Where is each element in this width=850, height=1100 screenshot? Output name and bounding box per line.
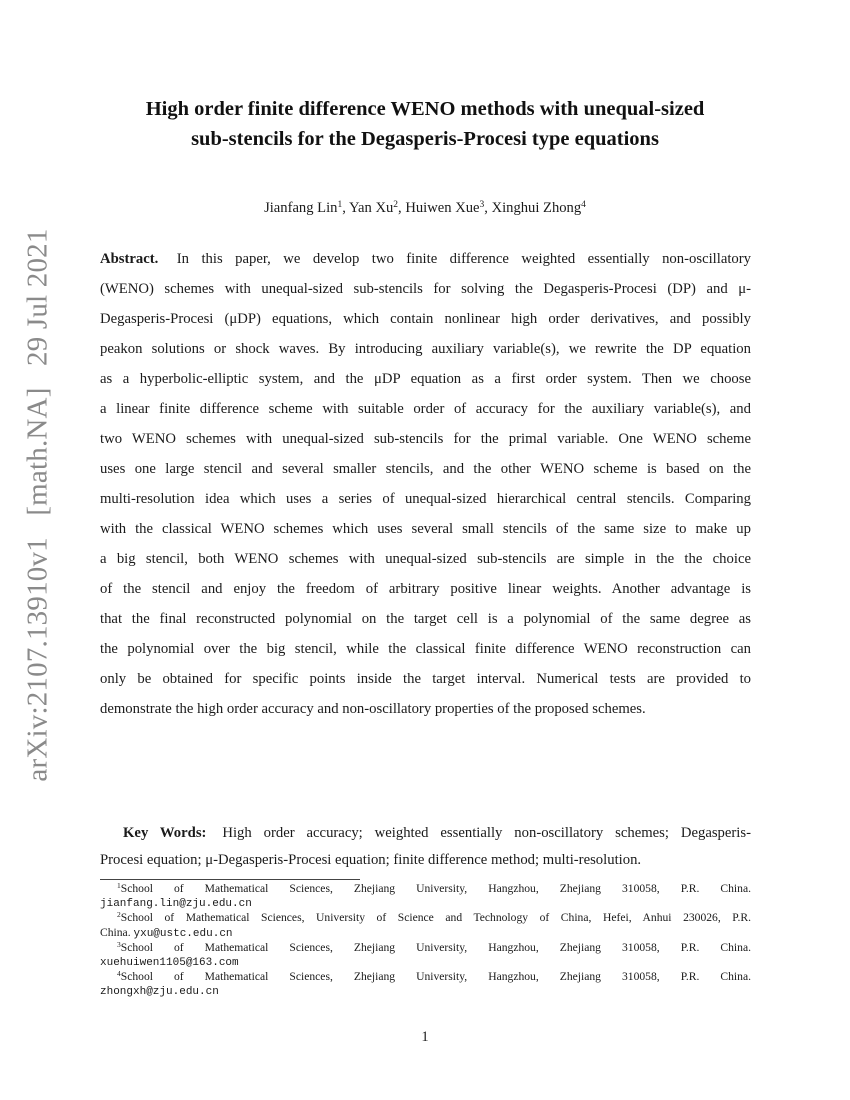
- abstract-line: a linear finite difference scheme with suitable order of accuracy for the auxiliary variable(s), and: [100, 401, 751, 417]
- author-email[interactable]: jianfang.lin@zju.edu.cn: [100, 898, 252, 911]
- abstract: [100, 244, 751, 724]
- footnote-affiliation: $^1$School of Mathematical Sciences, Zhejiang University, Hangzhou, Zhejiang 310058, P.R. China. jianfang.lin@zju.edu.cn: [100, 881, 751, 911]
- keywords-line: Procesi equation; μ-Degasperis-Procesi equation; finite difference method; multi-resolution.: [100, 852, 642, 868]
- author-email[interactable]: yxu@ustc.edu.cn: [133, 927, 233, 940]
- footnote-divider: [100, 879, 360, 880]
- keywords-line: Key Words: High order accuracy; weighted essentially non-oscillatory schemes; Degasperis-: [123, 825, 751, 841]
- abstract-line: that the final reconstructed polynomial on the target cell is a polynomial of the same degree as: [100, 611, 751, 627]
- author-list: Jianfang Lin$^1$, Yan Xu$^2$, Huiwen Xue$^3$, Xinghui Zhong$^4$: [264, 200, 586, 216]
- footnote-affiliation: $^3$School of Mathematical Sciences, Zhejiang University, Hangzhou, Zhejiang 310058, P.R. China. xuehuiwen1105@163.com: [100, 939, 751, 970]
- author-email[interactable]: zhongxh@zju.edu.cn: [100, 986, 219, 999]
- page-number: 1: [421, 1029, 429, 1045]
- abstract-line: with the classical WENO schemes which uses several small stencils of the same size to make up: [100, 521, 751, 537]
- arxiv-id: arXiv:2107.13910v1: [21, 537, 54, 782]
- abstract-line: only be obtained for specific points inside the target interval. Numerical tests are provided to: [100, 671, 751, 687]
- arxiv-sidebar-stamp: [22, 228, 55, 781]
- abstract-line: (WENO) schemes with unequal-sized sub-stencils for solving the Degasperis-Procesi (DP) and μ-: [100, 281, 751, 297]
- author: Xinghui Zhong$^4$: [491, 200, 586, 216]
- footnote-mark: 3: [479, 200, 485, 210]
- title-line-1: High order finite difference WENO methods with unequal-sized: [145, 98, 705, 120]
- keywords: [100, 820, 751, 874]
- arxiv-category: [math.NA]: [21, 387, 54, 516]
- footnotes: [100, 882, 751, 1000]
- abstract-line: multi-resolution idea which uses a series of unequal-sized hierarchical central stencils. Comparing: [100, 491, 751, 507]
- arxiv-date: 29 Jul 2021: [21, 228, 54, 366]
- author-email[interactable]: xuehuiwen1105@163.com: [100, 957, 239, 970]
- abstract-line: as a hyperbolic-elliptic system, and the μDP equation as a first order system. Then we choose: [100, 371, 751, 387]
- abstract-line: a big stencil, both WENO schemes with unequal-sized sub-stencils are simple in the the choice: [100, 551, 751, 567]
- abstract-line: Degasperis-Procesi (μDP) equations, which contain nonlinear high order derivatives, and possibly: [100, 311, 751, 327]
- abstract-line: peakon solutions or shock waves. By introducing auxiliary variable(s), we rewrite the DP equation: [100, 341, 751, 357]
- footnote-mark: 4: [581, 200, 586, 210]
- author: Jianfang Lin$^1$: [264, 200, 343, 216]
- abstract-line: of the stencil and enjoy the freedom of arbitrary positive linear weights. Another advantage is: [100, 581, 751, 597]
- title-line-2: sub-stencils for the Degasperis-Procesi type equations: [191, 128, 659, 150]
- keywords-label: Key Words:: [123, 825, 207, 841]
- abstract-label: Abstract.: [100, 251, 159, 267]
- footnote-affiliation: $^2$School of Mathematical Sciences, University of Science and Technology of China, Hefei, Anhui 230026, P.R. China. yxu@ustc.edu.cn: [100, 910, 751, 940]
- footnote-mark: 1: [337, 200, 343, 210]
- abstract-line: demonstrate the high order accuracy and non-oscillatory properties of the proposed schemes.: [100, 701, 646, 717]
- author: Huiwen Xue$^3$: [405, 200, 485, 216]
- paper-title: [100, 94, 750, 154]
- abstract-line: the polynomial over the big stencil, while the classical finite difference WENO reconstruction can: [100, 641, 751, 657]
- abstract-line: two WENO schemes with unequal-sized sub-stencils for the primal variable. One WENO scheme: [100, 431, 751, 447]
- author: Yan Xu$^2$: [348, 200, 399, 216]
- footnote-affiliation: $^4$School of Mathematical Sciences, Zhejiang University, Hangzhou, Zhejiang 310058, P.R. China. zhongxh@zju.edu.cn: [100, 969, 751, 999]
- abstract-line: Abstract. In this paper, we develop two finite difference weighted essentially non-oscillatory: [100, 251, 752, 267]
- abstract-line: uses one large stencil and several smaller stencils, and the other WENO scheme is based on the: [100, 461, 751, 477]
- footnote-mark: 2: [393, 200, 399, 210]
